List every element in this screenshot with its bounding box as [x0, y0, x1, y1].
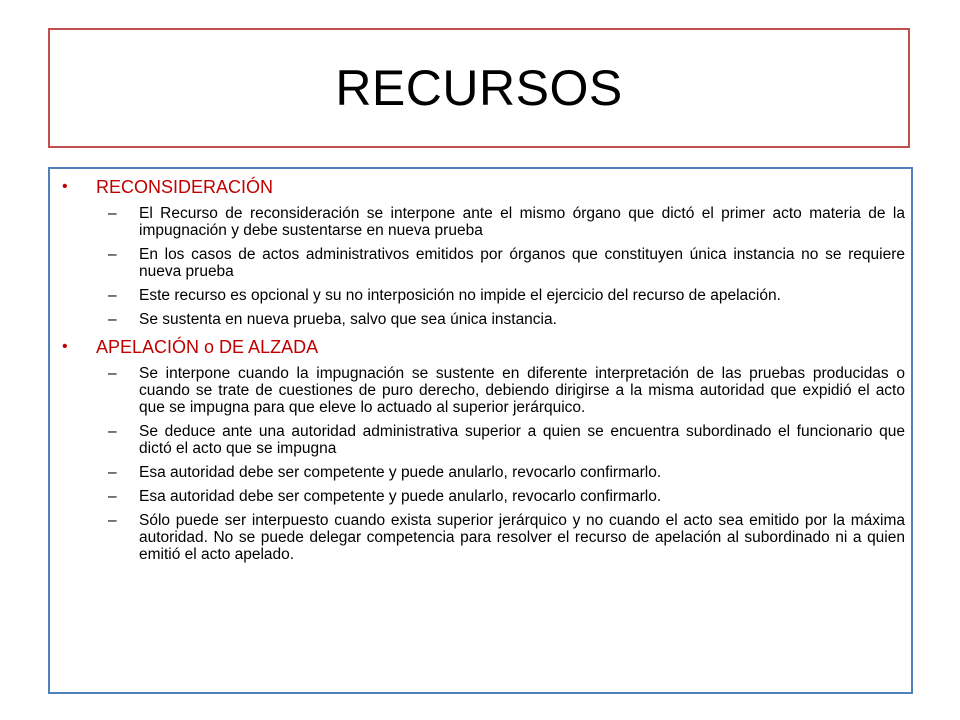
section-heading-text: RECONSIDERACIÓN	[96, 177, 274, 197]
bullet-dot-icon: •	[62, 178, 68, 195]
sub-list	[50, 365, 911, 563]
section-heading	[50, 175, 911, 199]
section-reconsideracion	[50, 175, 911, 328]
list-item-text: En los casos de actos administrativos emitidos por órganos que constituyen única instancia no se requiere nueva prueba	[139, 246, 905, 280]
list-item	[50, 287, 911, 304]
list-item	[50, 365, 911, 416]
dash-bullet-icon: –	[108, 311, 117, 328]
list-item	[50, 488, 911, 505]
slide-title: RECURSOS	[335, 60, 623, 116]
list-item-text: Este recurso es opcional y su no interposición no impide el ejercicio del recurso de apelación.	[139, 287, 781, 304]
dash-bullet-icon: –	[108, 464, 117, 481]
dash-bullet-icon: –	[108, 488, 117, 505]
list-item	[50, 311, 911, 328]
section-apelacion	[50, 335, 911, 563]
bullet-dot-icon: •	[62, 338, 68, 355]
dash-bullet-icon: –	[108, 246, 117, 263]
dash-bullet-icon: –	[108, 365, 117, 382]
list-item-text: El Recurso de reconsideración se interpone ante el mismo órgano que dictó el primer acto materia de la impugnación y debe sustentarse en nueva prueba	[139, 205, 905, 239]
list-item-text: Esa autoridad debe ser competente y puede anularlo, revocarlo confirmarlo.	[139, 488, 662, 505]
list-item	[50, 246, 911, 280]
section-heading-text: APELACIÓN o DE ALZADA	[96, 337, 319, 357]
title-box	[48, 28, 910, 148]
list-item-text: Sólo puede ser interpuesto cuando exista superior jerárquico y no cuando el acto sea emitido por la máxima autoridad. No se puede delegar competencia para resolver el recurso de apelación al subordinado ni a quien emitió el acto apelado.	[139, 512, 905, 563]
dash-bullet-icon: –	[108, 423, 117, 440]
list-item	[50, 512, 911, 563]
dash-bullet-icon: –	[108, 512, 117, 529]
dash-bullet-icon: –	[108, 205, 117, 222]
list-item-text: Se sustenta en nueva prueba, salvo que sea única instancia.	[139, 311, 557, 328]
list-item-text: Se interpone cuando la impugnación se sustente en diferente interpretación de las pruebas producidas o cuando se trate de cuestiones de puro derecho, debiendo dirigirse a la misma autoridad que expidió el acto que se impugna para que eleve lo actuado al superior jerárquico.	[139, 365, 905, 416]
list-item-text: Esa autoridad debe ser competente y puede anularlo, revocarlo confirmarlo.	[139, 464, 662, 481]
section-heading	[50, 335, 911, 359]
list-item	[50, 464, 911, 481]
content-box	[48, 167, 913, 694]
list-item	[50, 423, 911, 457]
list-item-text: Se deduce ante una autoridad administrativa superior a quien se encuentra subordinado el funcionario que dictó el acto que se impugna	[139, 423, 905, 457]
sub-list	[50, 205, 911, 328]
list-item	[50, 205, 911, 239]
dash-bullet-icon: –	[108, 287, 117, 304]
